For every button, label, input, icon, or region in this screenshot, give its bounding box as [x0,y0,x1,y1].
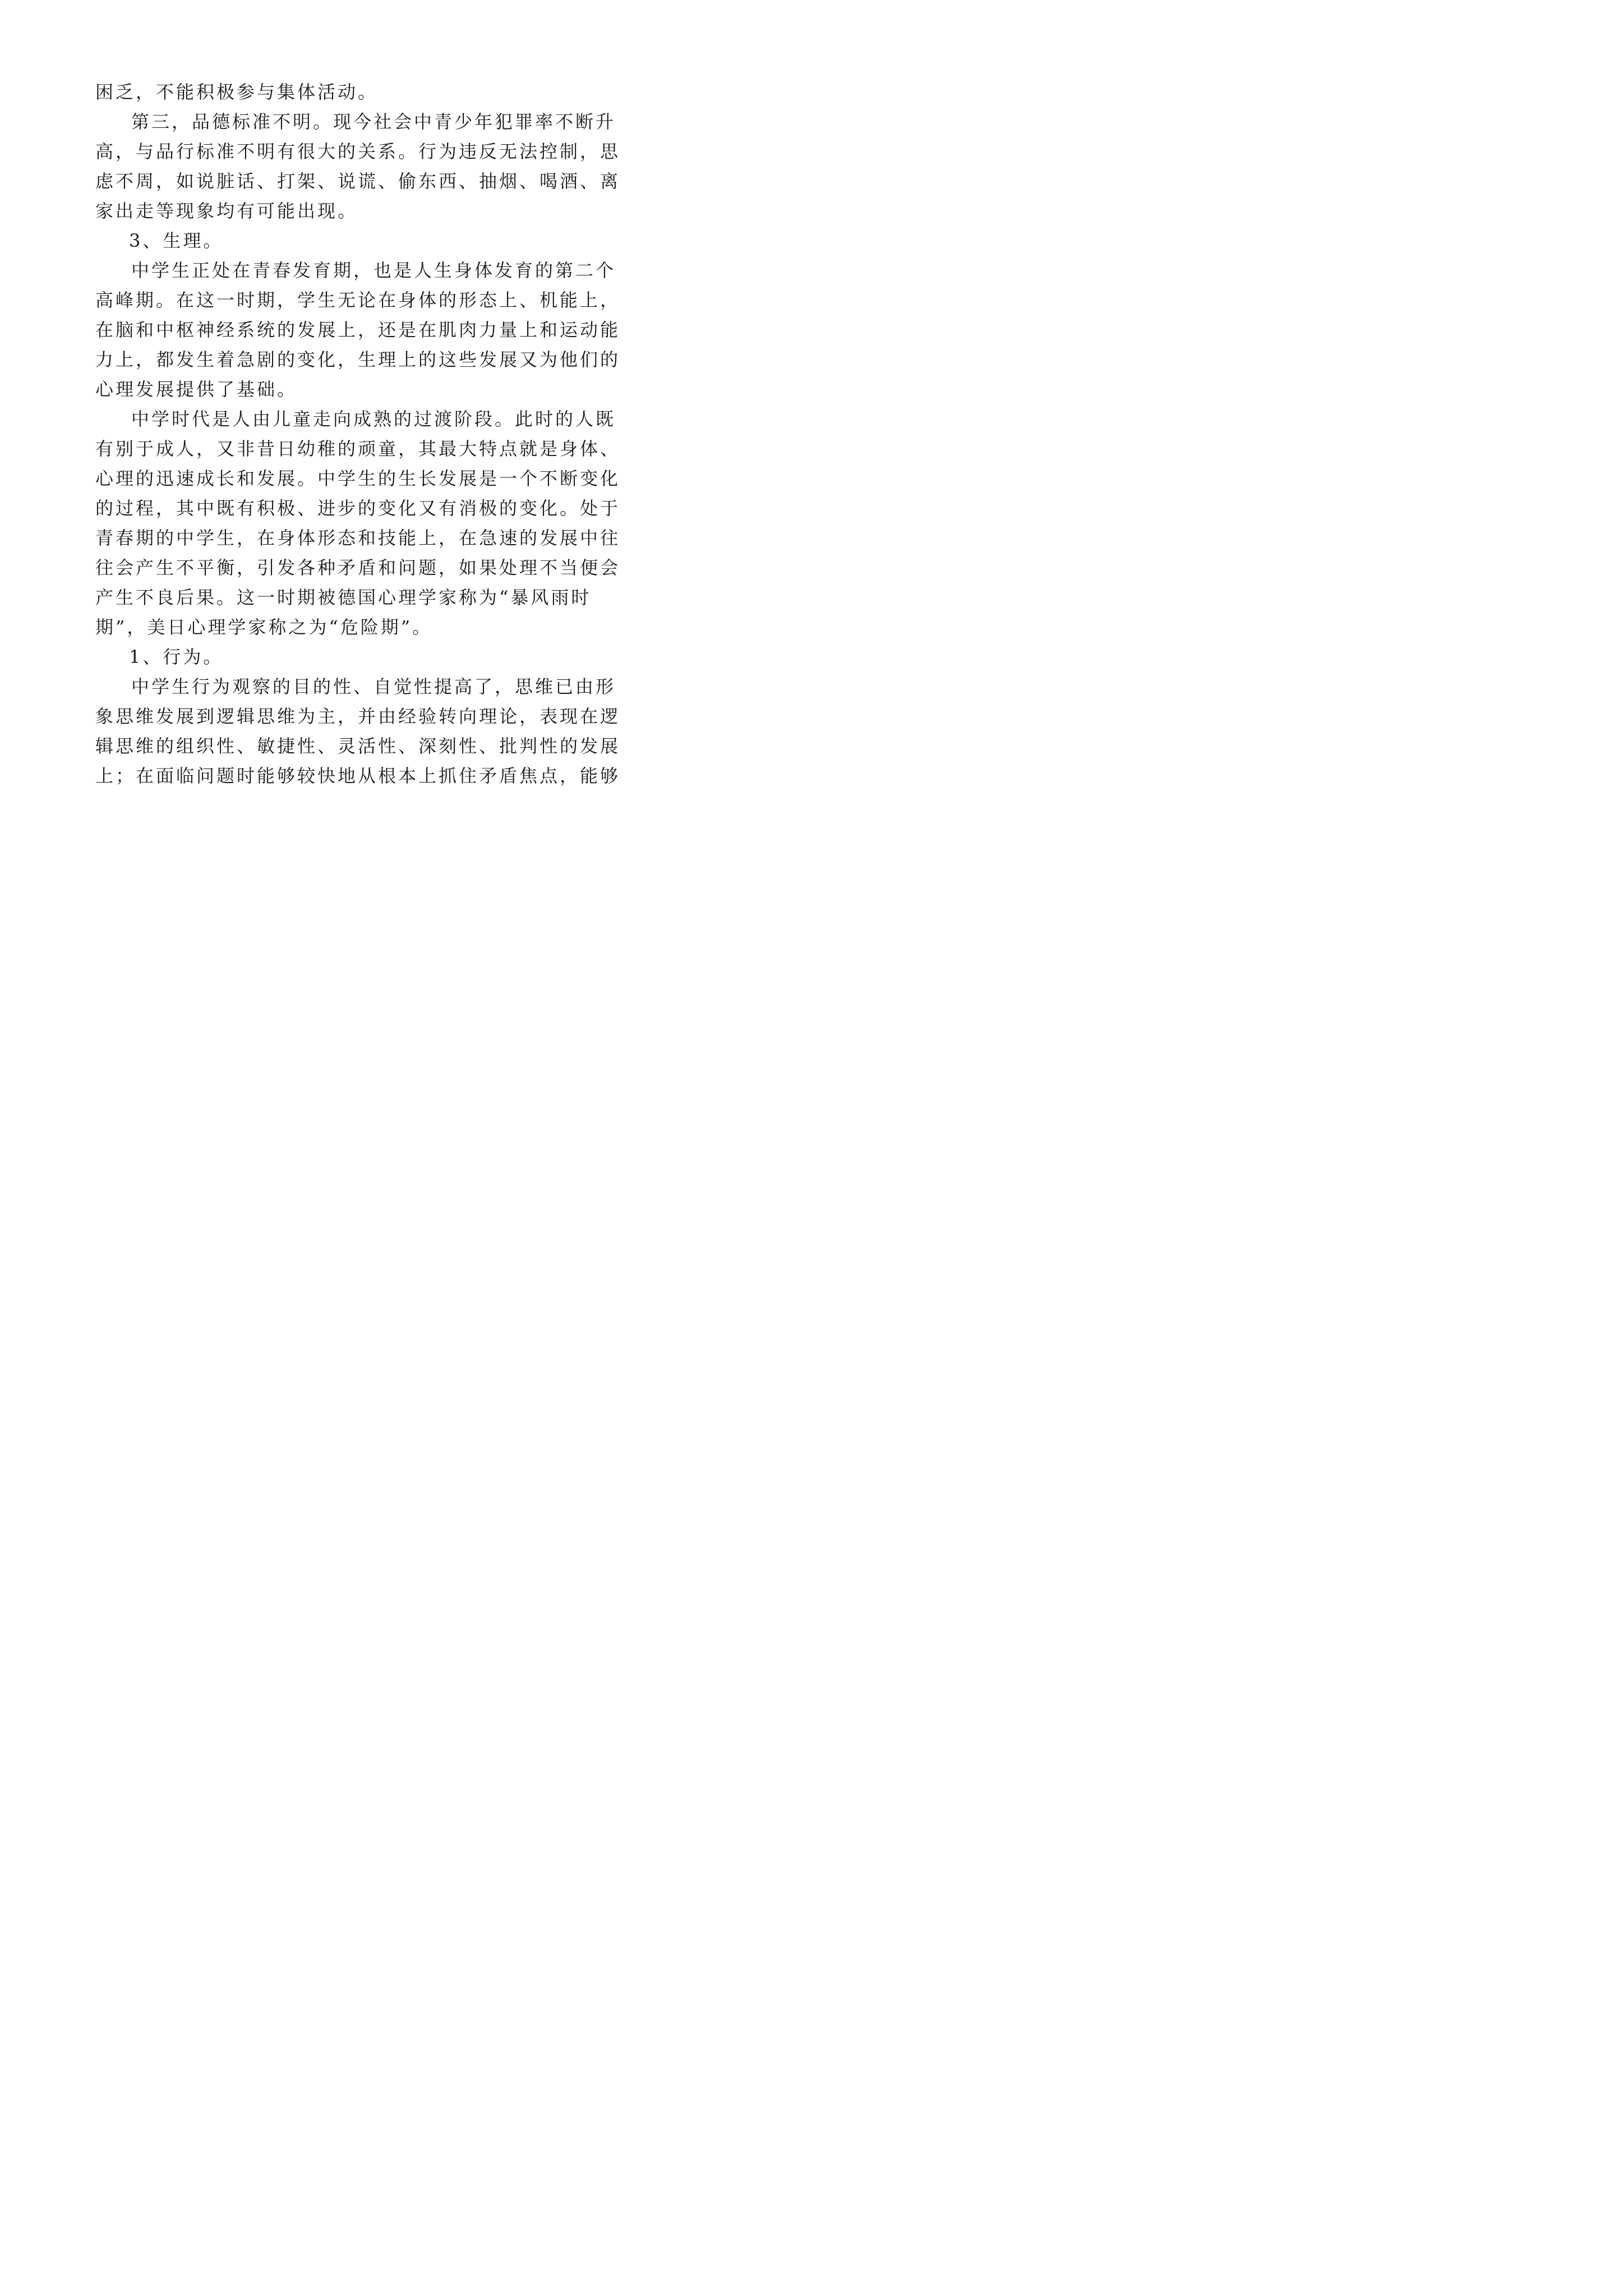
paragraph-start-line: 中学生行为观察的目的性、自觉性提高了，思维已由形 [131,676,616,697]
body-text [95,77,621,791]
text-line: 高，与品行标准不明有很大的关系。行为违反无法控制，思 [95,141,621,162]
text-line: 象思维发展到逻辑思维为主，并由经验转向理论，表现在逻 [95,706,621,727]
paragraph-start-line: 第三，品德标准不明。现今社会中青少年犯罪率不断升 [131,111,616,132]
text-line: 虑不周，如说脏话、打架、说谎、偷东西、抽烟、喝酒、离 [95,171,621,192]
section-heading: 1、行为。 [129,646,224,668]
text-line: 产生不良后果。这一时期被德国心理学家称为“暴风雨时 [95,587,592,608]
text-line: 心理发展提供了基础。 [95,379,298,400]
text-line: 在脑和中枢神经系统的发展上，还是在肌肉力量上和运动能 [95,319,621,341]
paragraph-start-line: 中学时代是人由儿童走向成熟的过渡阶段。此时的人既 [131,408,616,430]
text-line: 期”，美日心理学家称之为“危险期”。 [95,616,433,638]
text-line: 困乏，不能积极参与集体活动。 [95,81,379,103]
text-line: 有别于成人，又非昔日幼稚的顽童，其最大特点就是身体、 [95,438,621,459]
paragraph-start-line: 中学生正处在青春发育期，也是人生身体发育的第二个 [131,260,616,281]
text-line: 心理的迅速成长和发展。中学生的生长发展是一个不断变化 [95,468,621,489]
text-line: 家出走等现象均有可能出现。 [95,200,358,222]
section-heading: 3、生理。 [129,230,224,251]
text-line: 力上，都发生着急剧的变化，生理上的这些发展又为他们的 [95,349,621,370]
text-line: 青春期的中学生，在身体形态和技能上，在急速的发展中往 [95,527,621,549]
text-line: 辑思维的组织性、敏捷性、灵活性、深刻性、批判性的发展 [95,735,621,757]
text-line: 往会产生不平衡，引发各种矛盾和问题，如果处理不当便会 [95,557,621,578]
text-line: 上；在面临问题时能够较快地从根本上抓住矛盾焦点，能够 [95,765,621,786]
text-line: 的过程，其中既有积极、进步的变化又有消极的变化。处于 [95,498,621,519]
document-page [0,0,621,873]
text-line: 高峰期。在这一时期，学生无论在身体的形态上、机能上， [95,289,621,311]
